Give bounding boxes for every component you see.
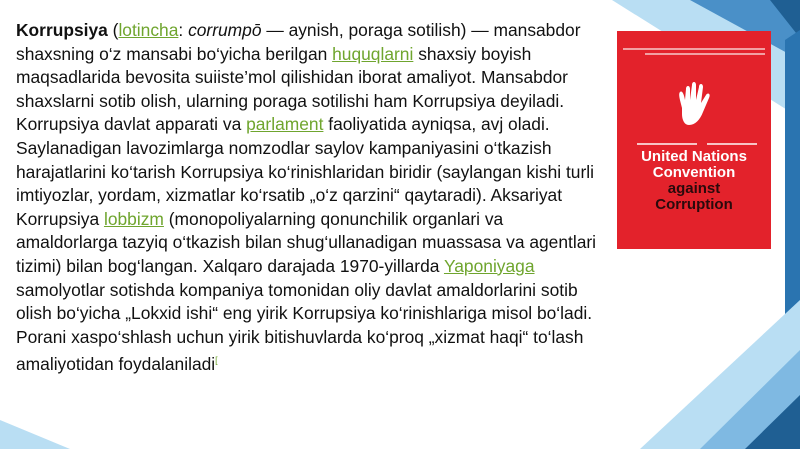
poster-title-line3: against <box>667 180 721 197</box>
term-title: Korrupsiya <box>16 20 108 40</box>
text-fragment: ( <box>107 20 119 40</box>
poster-title-line1: United Nations <box>641 148 747 165</box>
text-fragment: faoliyatida ayniqsa, avj oladi. Saylanadigan lavozimlarga nomzodlar saylov kampaniyasini o‘tkazish harajatlarini ko‘tarish Korrupsiya ko‘rinishlaridan biridir (saylangan kishi turli imtiyozlar, yordam, xizmatlar ko‘rsatib „o‘z qarzini“ qaytaradi). Aksariyat Korrupsiya <box>16 114 595 229</box>
text-fragment: shaxsiy boyish maqsadlarida bevosita suiiste’mol qilishidan iborat amaliyot. Mansabdor shaxslarni sotib olish, ularning poraga sotilishi ham Korrupsiya deyiladi. Korrupsiya davlat apparati va <box>16 43 568 135</box>
link-huquqlarni[interactable]: huquqlarni <box>332 43 414 64</box>
poster-subtitle-line <box>637 143 697 145</box>
poster-header-line <box>623 48 765 50</box>
link-lotincha[interactable]: lotincha <box>118 20 179 40</box>
poster-header-line <box>645 53 765 55</box>
footnote-link[interactable]: [ <box>215 355 218 366</box>
hand-icon <box>673 80 715 130</box>
uncac-poster <box>617 31 771 249</box>
link-yaponiyaga[interactable]: Yaponiyaga <box>443 255 535 276</box>
article-text <box>16 19 608 377</box>
link-parlament[interactable]: parlament <box>246 114 324 135</box>
link-lobbizm[interactable]: lobbizm <box>103 208 164 229</box>
poster-subtitle-line <box>707 143 757 145</box>
text-fragment: (monopoliyalarning qonunchilik organlari va amaldorlarga tazyiq o‘tkazish bilan shug‘ullanadigan muassasa va agentlari tizimi) bilan bog‘langan. Xalqaro darajada 1970-yillarda <box>16 208 597 276</box>
latin-word: corrumpō <box>188 20 262 40</box>
poster-title <box>617 149 771 213</box>
poster-title-line4: Corruption <box>655 196 733 213</box>
poster-title-line2: Convention <box>652 164 736 181</box>
text-fragment: samolyotlar sotishda kompaniya tomonidan oliy davlat amaldorlarini sotib olish bo‘yicha „Lokxid ishi“ eng yirik Korrupsiya ko‘rinishlariga misol bo‘ladi. Porani xaspo‘shlash uchun yirik bitishuvlarda ko‘proq „xizmat haqi“ to‘lash amaliyotidan foydalaniladi <box>16 279 593 375</box>
text-fragment: — aynish, poraga sotilish) — mansabdor shaxsning o‘z mansabi bo‘yicha berilgan <box>16 20 581 64</box>
text-fragment: : <box>178 20 189 40</box>
deco-bottom-left-light <box>0 420 70 449</box>
